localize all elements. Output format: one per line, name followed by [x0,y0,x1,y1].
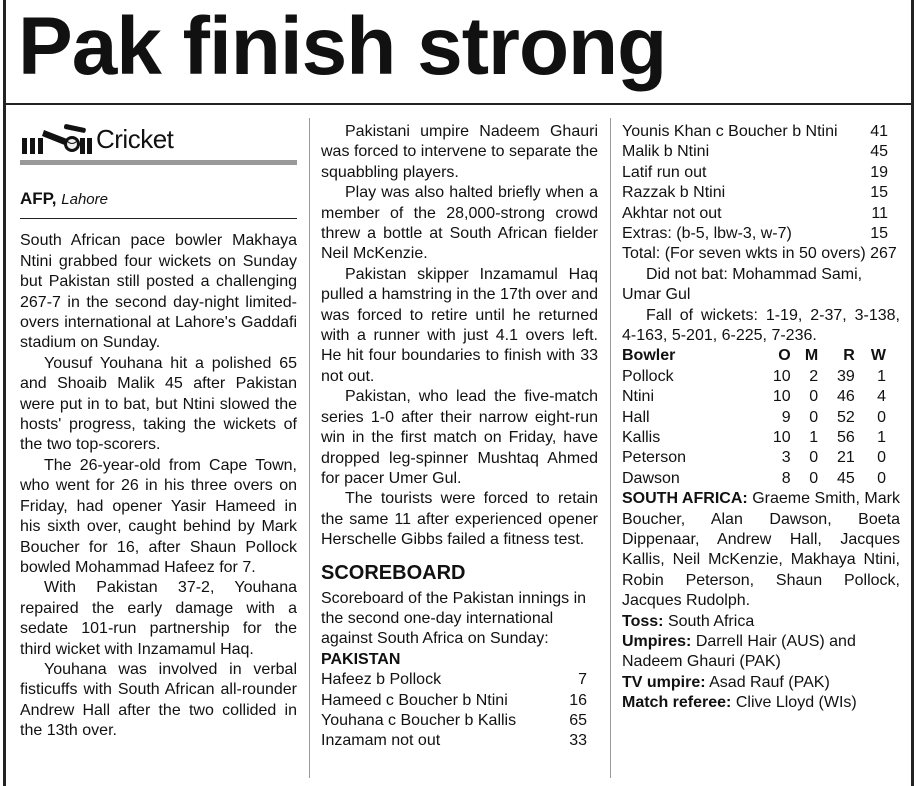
overs: 10 [772,388,791,406]
story-paragraph: Pakistan skipper Inzamamul Haq pulled a hamstring in the 17th over and was forced to retire until he returned with a runner with just 4.1 overs left. He hit four boundaries to finish with 33 not out. [321,265,598,385]
bowling-header-row [622,346,886,366]
byline [20,189,297,210]
umpires-label: Umpires: [622,633,692,651]
bowling-header: M [804,347,819,365]
tv-umpire-value: Asad Rauf (PAK) [709,673,830,691]
column-separator [309,118,310,778]
bowling-row [622,428,886,448]
did-not-bat: Did not bat: Mohammad Sami, Umar Gul [622,265,863,304]
batsman: Younis Khan c Boucher b Ntini [622,123,838,140]
runs-conceded: 45 [837,469,855,487]
story-paragraph: The tourists were forced to retain the same 11 after experienced opener Herschelle Gibbs failed a fitness test. [321,490,598,549]
runs-conceded: 56 [837,429,855,446]
column-3 [622,122,900,714]
story-paragraph: With Pakistan 37-2, Youhana repaired the early damage with a sedate 101-run partnership for the third wicket with Inzamamul Haq. [20,579,297,658]
column-separator [610,118,611,778]
runs: 15 [870,184,888,202]
runs: 65 [569,711,587,729]
overs: 8 [781,469,791,487]
maidens: 2 [809,367,819,385]
batsman: Hameed c Boucher b Ntini [321,691,508,709]
bowling-row [622,387,886,407]
tv-umpire-label: TV umpire: [622,673,706,691]
cricket-bat-ball-icon [20,124,92,154]
byline-agency: AFP, [20,189,57,208]
wickets: 4 [877,388,886,406]
toss-label: Toss: [622,612,664,630]
section-header [20,122,297,156]
bowling-row [622,367,886,387]
bowling-row [622,448,886,468]
wickets: 1 [877,429,886,446]
maidens: 1 [809,429,819,446]
overs: 10 [772,367,791,385]
tv-umpire [622,673,900,693]
headline-rule [6,103,911,105]
south-africa-label: SOUTH AFRICA: [622,490,748,508]
bowling-header: Bowler [622,347,676,365]
maidens: 0 [809,408,819,426]
wickets: 0 [877,449,886,467]
batting-row [622,163,888,183]
byline-rule [20,218,297,219]
bowler-name: Dawson [622,469,680,487]
wickets: 0 [877,408,886,426]
batting-row [321,711,587,731]
referee-value: Clive Lloyd (WIs) [735,694,857,712]
section-rule [20,160,297,165]
umpires [622,632,900,673]
bowling-header: R [843,347,855,365]
overs: 9 [781,408,791,426]
maidens: 0 [809,469,819,487]
batting-row [321,691,587,711]
bowler-name: Pollock [622,367,674,385]
wickets: 1 [877,367,886,385]
south-africa-team [622,489,900,611]
batting-row [622,204,888,224]
story-paragraph: South African pace bowler Makhaya Ntini grabbed four wickets on Sunday but Pakistan still posted a challenging 267-7 in the second day-night limited-overs international at Lahore's Gaddafi stadium on Sunday. [20,232,297,352]
column-1 [20,122,297,742]
maidens: 0 [809,388,819,406]
headline: Pak finish strong [18,1,667,92]
runs-conceded: 21 [837,449,855,467]
section-name: Cricket [96,123,174,154]
batting-row [321,731,587,751]
bowling-header: O [778,347,791,365]
runs: 15 [870,224,888,242]
story-paragraph: Pakistan, who lead the five-match series 1-0 after their narrow eight-run win in the first match on Friday, have dropped leg-spinner Mushtaq Ahmed for pacer Umer Gul. [321,388,598,487]
story-paragraph: The 26-year-old from Cape Town, who went for 26 in his three overs on Friday, had opener Yasir Hameed in his sixth over, caught behind by Mark Boucher for 16, after Shaun Pollock bowled Mohammad Hafeez for 7. [20,456,297,576]
bowling-table [622,346,886,489]
overs: 10 [772,429,791,446]
extras-row [622,224,888,244]
batsman: Youhana c Boucher b Kallis [321,711,517,729]
runs: 7 [578,671,587,689]
batsman: Razzak b Ntini [622,184,726,202]
runs-conceded: 46 [837,388,855,406]
runs-conceded: 52 [837,408,855,426]
runs: 33 [569,732,587,750]
byline-location: Lahore [61,191,108,208]
story-paragraph: Yousuf Youhana hit a polished 65 and Shoaib Malik 45 after Pakistan were put in to bat, but Ntini slowed the hosts' progress, taking the wickets of the two top-scorers. [20,354,297,454]
column-2 [321,122,598,752]
batting-row [622,183,888,203]
scoreboard-title: SCOREBOARD [321,561,466,584]
bowling-row [622,469,886,489]
story-paragraph: Youhana was involved in verbal fisticuffs with South African all-rounder Andrew Hall after the two collided in the 13th over. [20,660,297,740]
runs: 41 [870,123,888,140]
batsman: Akhtar not out [622,204,722,222]
bowling-header: W [870,347,886,365]
bowler-name: Hall [622,408,650,426]
batting-row [321,670,587,690]
bowling-row [622,408,886,428]
match-referee [622,693,900,713]
runs: 19 [870,163,888,181]
runs: 16 [569,691,587,709]
page-border-left [3,0,6,786]
maidens: 0 [809,449,819,467]
batsman: Inzamam not out [321,732,441,750]
batsman: Latif run out [622,163,707,181]
story-paragraph: Play was also halted briefly when a member of the 28,000-strong crowd threw a bottle at South African fielder Neil McKenzie. [321,184,598,263]
team-name: PAKISTAN [321,650,401,668]
toss [622,612,900,632]
toss-value: South Africa [667,612,755,630]
batsman: Malik b Ntini [622,143,710,161]
story-paragraph: Pakistani umpire Nadeem Ghauri was forced to intervene to separate the squabbling players. [321,123,598,181]
umpires-value: Darrell Hair (AUS) and Nadeem Ghauri (PAK) [622,633,856,671]
extras-label: Extras: (b-5, lbw-3, w-7) [622,224,792,242]
bowler-name: Ntini [622,388,655,406]
batting-row [622,142,888,162]
batting-row [622,122,888,142]
innings-total: Total: (For seven wkts in 50 overs) 267 [622,245,897,263]
wickets: 0 [877,469,886,487]
referee-label: Match referee: [622,694,732,712]
overs: 3 [781,449,791,467]
fall-of-wickets: Fall of wickets: 1-19, 2-37, 3-138, 4-163, 5-201, 6-225, 7-236. [622,306,900,344]
bowler-name: Kallis [622,429,661,446]
runs-conceded: 39 [837,367,855,385]
runs: 11 [871,204,888,222]
batsman: Hafeez b Pollock [321,671,442,689]
scoreboard-intro: Scoreboard of the Pakistan innings in the second one-day international against South Africa on Sunday: [321,589,587,648]
south-africa-players: Graeme Smith, Mark Boucher, Alan Dawson, Boeta Dippenaar, Andrew Hall, Jacques Kallis, Neil McKenzie, Makhaya Ntini, Robin Peterson, Shaun Pollock, Jacques Rudolph. [622,490,900,610]
page-border-right [911,0,914,786]
bowler-name: Peterson [622,449,687,467]
runs: 45 [870,143,888,161]
